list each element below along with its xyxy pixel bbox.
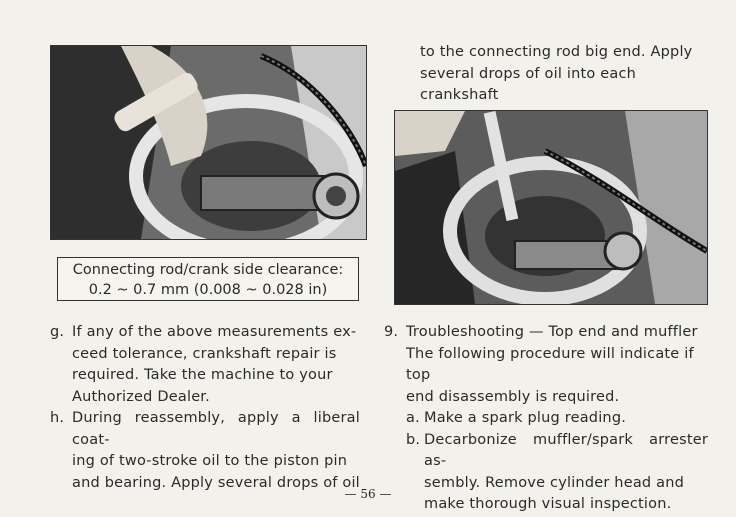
list-marker: h. [50, 410, 65, 426]
list-marker: 9. [384, 324, 399, 340]
list-item-a [406, 408, 708, 430]
text-line: and bearing. Apply several drops of oil [72, 474, 360, 491]
text-line: During reassembly, apply a liberal coat- [72, 410, 360, 448]
text-line: ceed tolerance, crankshaft repair is [72, 345, 337, 362]
list-item-h [50, 408, 360, 494]
section-heading: Troubleshooting — Top end and muffler [406, 324, 698, 340]
list-marker: b. [406, 431, 421, 448]
clearance-spec-box [57, 257, 359, 301]
text-line: The following procedure will indicate if top [406, 345, 694, 383]
text-line: required. Take the machine to your [72, 367, 333, 383]
list-item-g [50, 322, 360, 408]
text-line: ing of two-stroke oil to the piston pin [72, 453, 348, 469]
oil-application-photo [394, 110, 708, 305]
crankshaft-clearance-photo [50, 45, 367, 240]
text-line: Authorized Dealer. [72, 388, 210, 405]
text-line: If any of the above measurements ex- [72, 324, 357, 340]
text-line: to the connecting rod big end. Apply [420, 44, 693, 60]
text-line: end disassembly is required. [406, 388, 620, 405]
page-number: — 56 — [344, 487, 392, 501]
text-line: Make a spark plug reading. [424, 410, 627, 426]
text-line: make thorough visual inspection. [424, 496, 672, 512]
list-marker: g. [50, 324, 65, 340]
clearance-spec-title: Connecting rod/crank side clearance: [72, 262, 344, 278]
left-column-text [50, 322, 360, 494]
text-line: several drops of oil into each crankshaft [420, 65, 637, 103]
text-line: Decarbonize muffler/spark arrester as- [424, 431, 708, 469]
list-item-b [406, 430, 708, 516]
text-line: sembly. Remove cylinder head and [424, 474, 685, 491]
clearance-spec-value: 0.2 ~ 0.7 mm (0.008 ~ 0.028 in) [88, 282, 328, 298]
list-marker: a. [406, 410, 420, 426]
